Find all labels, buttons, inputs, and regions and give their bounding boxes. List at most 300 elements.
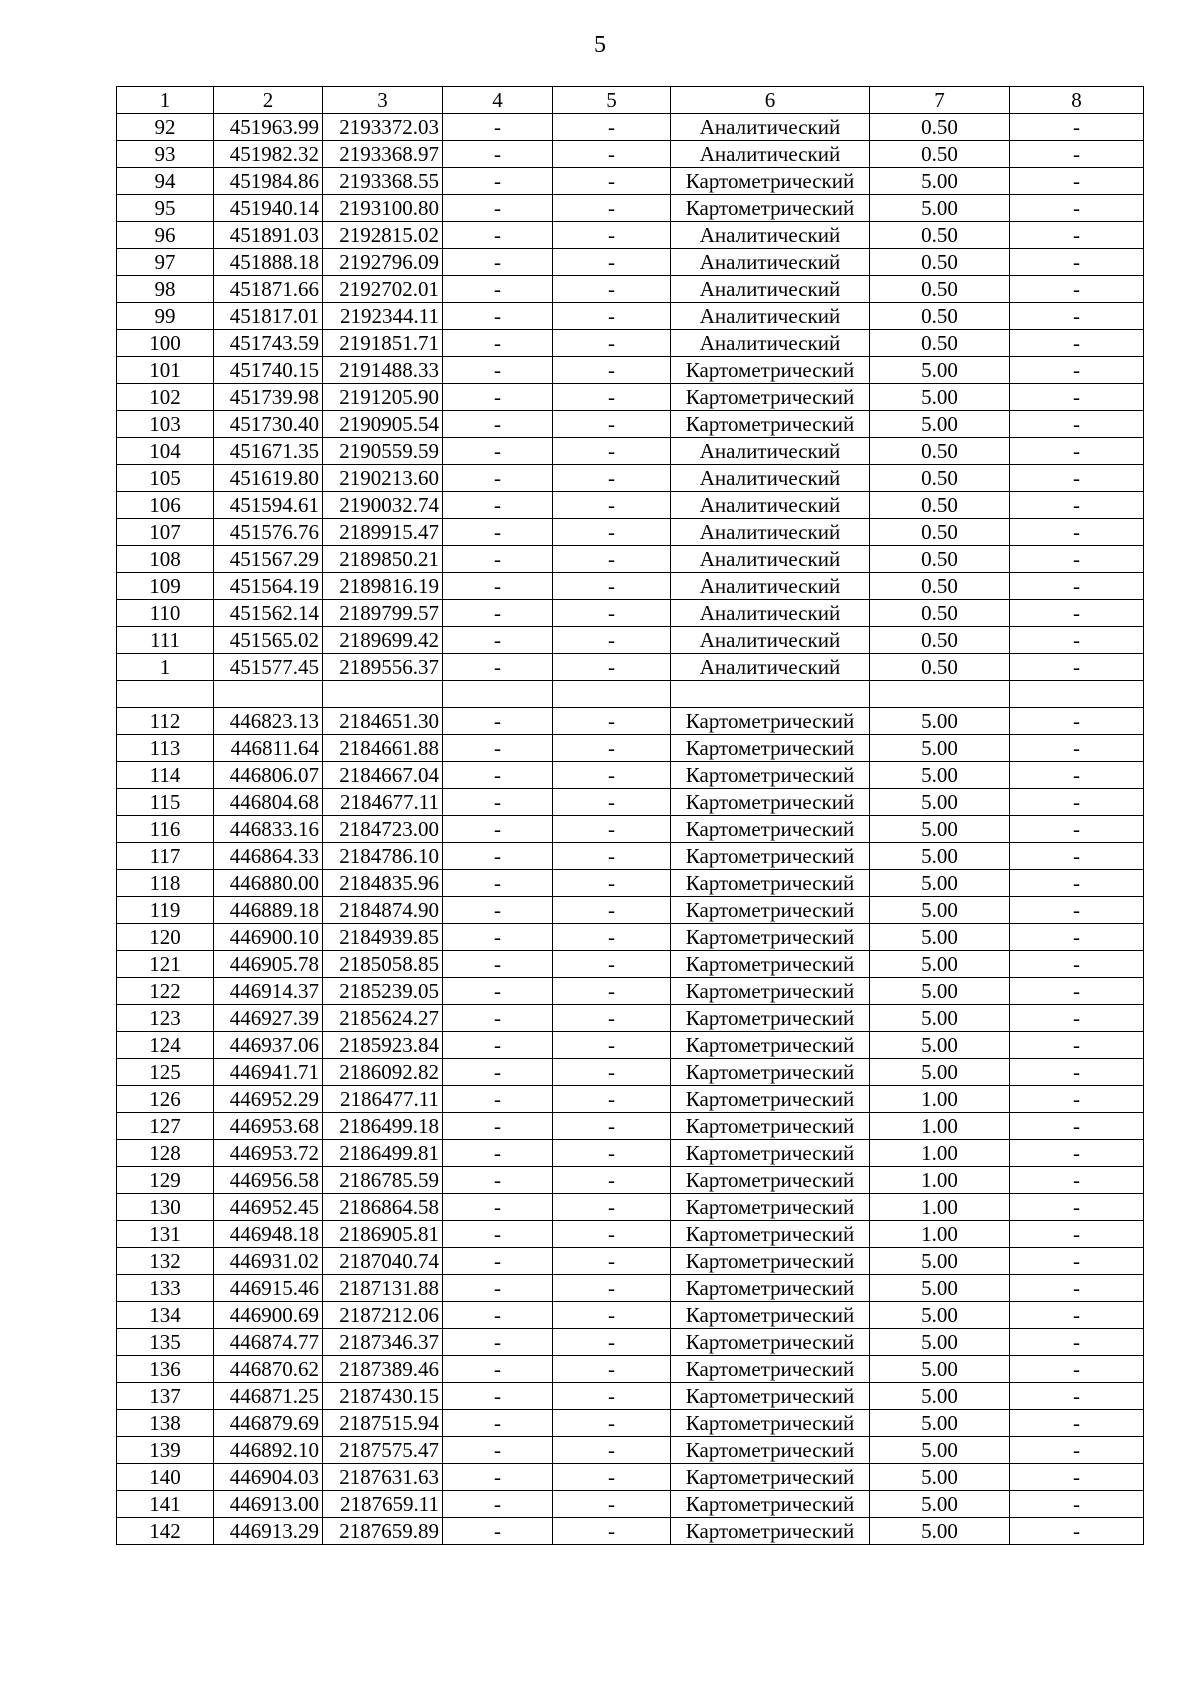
- accuracy-cell: 5.00: [870, 951, 1010, 978]
- col8-cell: -: [1010, 1275, 1144, 1302]
- method-cell: Аналитический: [671, 519, 870, 546]
- point-number-cell: 125: [117, 1059, 214, 1086]
- col4-cell: -: [443, 1059, 553, 1086]
- method-cell: Картометрический: [671, 1410, 870, 1437]
- table-header-row: [117, 87, 1144, 114]
- method-cell: Картометрический: [671, 897, 870, 924]
- method-cell: Картометрический: [671, 1221, 870, 1248]
- y-coordinate-cell: 2187346.37: [323, 1329, 443, 1356]
- x-coordinate-cell: 446806.07: [214, 762, 323, 789]
- method-cell: Картометрический: [671, 978, 870, 1005]
- col5-cell: -: [553, 384, 671, 411]
- point-number-cell: 106: [117, 492, 214, 519]
- table-row: [117, 1518, 1144, 1545]
- col8-cell: -: [1010, 843, 1144, 870]
- method-cell: Картометрический: [671, 1329, 870, 1356]
- table-row: [117, 735, 1144, 762]
- x-coordinate-cell: 451730.40: [214, 411, 323, 438]
- col8-cell: -: [1010, 600, 1144, 627]
- y-coordinate-cell: 2186477.11: [323, 1086, 443, 1113]
- col8-cell: -: [1010, 1410, 1144, 1437]
- col5-cell: -: [553, 1086, 671, 1113]
- x-coordinate-cell: 451576.76: [214, 519, 323, 546]
- col5-cell: -: [553, 843, 671, 870]
- table-row: [117, 1329, 1144, 1356]
- method-cell: Аналитический: [671, 222, 870, 249]
- col5-cell: -: [553, 789, 671, 816]
- y-coordinate-cell: 2187631.63: [323, 1464, 443, 1491]
- col5-cell: -: [553, 276, 671, 303]
- point-number-cell: 138: [117, 1410, 214, 1437]
- table-row: [117, 357, 1144, 384]
- accuracy-cell: 1.00: [870, 1140, 1010, 1167]
- method-cell: Картометрический: [671, 168, 870, 195]
- y-coordinate-cell: 2192815.02: [323, 222, 443, 249]
- col5-cell: -: [553, 1167, 671, 1194]
- point-number-cell: 108: [117, 546, 214, 573]
- method-cell: Картометрический: [671, 708, 870, 735]
- col4-cell: -: [443, 1329, 553, 1356]
- method-cell: Картометрический: [671, 1140, 870, 1167]
- y-coordinate-cell: 2187212.06: [323, 1302, 443, 1329]
- x-coordinate-cell: 451565.02: [214, 627, 323, 654]
- y-coordinate-cell: 2184939.85: [323, 924, 443, 951]
- col4-cell: -: [443, 870, 553, 897]
- method-cell: Аналитический: [671, 249, 870, 276]
- method-cell: Картометрический: [671, 843, 870, 870]
- point-number-cell: 105: [117, 465, 214, 492]
- method-cell: Аналитический: [671, 492, 870, 519]
- table-row: [117, 276, 1144, 303]
- x-coordinate-cell: 451982.32: [214, 141, 323, 168]
- y-coordinate-cell: 2191851.71: [323, 330, 443, 357]
- col8-cell: -: [1010, 195, 1144, 222]
- method-cell: Картометрический: [671, 1248, 870, 1275]
- point-number-cell: 115: [117, 789, 214, 816]
- col8-cell: -: [1010, 708, 1144, 735]
- method-cell: Картометрический: [671, 1356, 870, 1383]
- x-coordinate-cell: 446913.00: [214, 1491, 323, 1518]
- y-coordinate-cell: 2189799.57: [323, 600, 443, 627]
- col4-cell: -: [443, 519, 553, 546]
- col4-cell: -: [443, 1410, 553, 1437]
- accuracy-cell: 0.50: [870, 573, 1010, 600]
- col4-cell: -: [443, 897, 553, 924]
- x-coordinate-cell: 451891.03: [214, 222, 323, 249]
- method-cell: Аналитический: [671, 600, 870, 627]
- method-cell: Картометрический: [671, 762, 870, 789]
- x-coordinate-cell: 446914.37: [214, 978, 323, 1005]
- col5-cell: -: [553, 546, 671, 573]
- x-coordinate-cell: 446880.00: [214, 870, 323, 897]
- col8-cell: -: [1010, 762, 1144, 789]
- method-cell: Картометрический: [671, 1383, 870, 1410]
- col8-cell: -: [1010, 870, 1144, 897]
- accuracy-cell: 5.00: [870, 1356, 1010, 1383]
- x-coordinate-cell: 446870.62: [214, 1356, 323, 1383]
- accuracy-cell: 5.00: [870, 1275, 1010, 1302]
- col5-cell: -: [553, 1221, 671, 1248]
- point-number-cell: 1: [117, 654, 214, 681]
- x-coordinate-cell: 446953.68: [214, 1113, 323, 1140]
- accuracy-cell: 5.00: [870, 1410, 1010, 1437]
- col5-cell: -: [553, 492, 671, 519]
- table-row: [117, 168, 1144, 195]
- col4-cell: -: [443, 222, 553, 249]
- col4-cell: -: [443, 654, 553, 681]
- method-cell: Аналитический: [671, 654, 870, 681]
- point-number-cell: 116: [117, 816, 214, 843]
- point-number-cell: 96: [117, 222, 214, 249]
- x-coordinate-cell: 451871.66: [214, 276, 323, 303]
- col4-cell: -: [443, 114, 553, 141]
- y-coordinate-cell: 2187131.88: [323, 1275, 443, 1302]
- col8-cell: -: [1010, 1113, 1144, 1140]
- col4-cell: -: [443, 1302, 553, 1329]
- col8-cell: -: [1010, 1086, 1144, 1113]
- accuracy-cell: 5.00: [870, 762, 1010, 789]
- accuracy-cell: 1.00: [870, 1113, 1010, 1140]
- point-number-cell: 127: [117, 1113, 214, 1140]
- accuracy-cell: 5.00: [870, 1329, 1010, 1356]
- col5-cell: -: [553, 816, 671, 843]
- col8-cell: -: [1010, 654, 1144, 681]
- point-number-cell: 114: [117, 762, 214, 789]
- x-coordinate-cell: 451567.29: [214, 546, 323, 573]
- table-row: [117, 1032, 1144, 1059]
- y-coordinate-cell: 2189556.37: [323, 654, 443, 681]
- col8-cell: -: [1010, 1383, 1144, 1410]
- col8-cell: -: [1010, 1302, 1144, 1329]
- x-coordinate-cell: 446900.69: [214, 1302, 323, 1329]
- col4-cell: [443, 681, 553, 708]
- y-coordinate-cell: 2187389.46: [323, 1356, 443, 1383]
- col8-cell: -: [1010, 1167, 1144, 1194]
- col4-cell: -: [443, 573, 553, 600]
- accuracy-cell: 5.00: [870, 1059, 1010, 1086]
- y-coordinate-cell: 2184667.04: [323, 762, 443, 789]
- table-row: [117, 681, 1144, 708]
- table-row: [117, 330, 1144, 357]
- col4-cell: -: [443, 384, 553, 411]
- method-cell: Картометрический: [671, 870, 870, 897]
- col5-cell: -: [553, 465, 671, 492]
- accuracy-cell: 5.00: [870, 1518, 1010, 1545]
- column-header: 8: [1010, 87, 1144, 114]
- method-cell: Картометрический: [671, 951, 870, 978]
- y-coordinate-cell: 2193368.97: [323, 141, 443, 168]
- table-row: [117, 1086, 1144, 1113]
- method-cell: Аналитический: [671, 114, 870, 141]
- point-number-cell: 99: [117, 303, 214, 330]
- point-number-cell: 117: [117, 843, 214, 870]
- col5-cell: -: [553, 222, 671, 249]
- col8-cell: -: [1010, 438, 1144, 465]
- accuracy-cell: 5.00: [870, 384, 1010, 411]
- y-coordinate-cell: 2189850.21: [323, 546, 443, 573]
- y-coordinate-cell: [323, 681, 443, 708]
- col8-cell: -: [1010, 168, 1144, 195]
- accuracy-cell: 5.00: [870, 870, 1010, 897]
- method-cell: Картометрический: [671, 1086, 870, 1113]
- point-number-cell: 101: [117, 357, 214, 384]
- accuracy-cell: 5.00: [870, 1383, 1010, 1410]
- x-coordinate-cell: 451817.01: [214, 303, 323, 330]
- x-coordinate-cell: 451619.80: [214, 465, 323, 492]
- y-coordinate-cell: 2186499.81: [323, 1140, 443, 1167]
- col4-cell: -: [443, 195, 553, 222]
- table-row: [117, 1437, 1144, 1464]
- col5-cell: -: [553, 438, 671, 465]
- table-row: [117, 897, 1144, 924]
- col8-cell: -: [1010, 546, 1144, 573]
- point-number-cell: 94: [117, 168, 214, 195]
- y-coordinate-cell: 2190032.74: [323, 492, 443, 519]
- col5-cell: -: [553, 1140, 671, 1167]
- x-coordinate-cell: 446804.68: [214, 789, 323, 816]
- method-cell: Картометрический: [671, 411, 870, 438]
- point-number-cell: 109: [117, 573, 214, 600]
- x-coordinate-cell: 451940.14: [214, 195, 323, 222]
- col5-cell: -: [553, 1302, 671, 1329]
- col8-cell: -: [1010, 141, 1144, 168]
- col4-cell: -: [443, 735, 553, 762]
- table-row: [117, 519, 1144, 546]
- point-number-cell: 136: [117, 1356, 214, 1383]
- accuracy-cell: 5.00: [870, 924, 1010, 951]
- col8-cell: -: [1010, 492, 1144, 519]
- point-number-cell: 123: [117, 1005, 214, 1032]
- col4-cell: -: [443, 438, 553, 465]
- col4-cell: -: [443, 762, 553, 789]
- col8-cell: -: [1010, 1248, 1144, 1275]
- table-row: [117, 708, 1144, 735]
- point-number-cell: [117, 681, 214, 708]
- table-row: [117, 1491, 1144, 1518]
- x-coordinate-cell: 446952.45: [214, 1194, 323, 1221]
- col5-cell: -: [553, 735, 671, 762]
- x-coordinate-cell: 446948.18: [214, 1221, 323, 1248]
- col5-cell: -: [553, 195, 671, 222]
- col5-cell: -: [553, 411, 671, 438]
- table-row: [117, 600, 1144, 627]
- accuracy-cell: 0.50: [870, 627, 1010, 654]
- x-coordinate-cell: 446823.13: [214, 708, 323, 735]
- table-row: [117, 1248, 1144, 1275]
- col8-cell: -: [1010, 816, 1144, 843]
- col8-cell: -: [1010, 1356, 1144, 1383]
- table-row: [117, 1221, 1144, 1248]
- col5-cell: -: [553, 573, 671, 600]
- y-coordinate-cell: 2193100.80: [323, 195, 443, 222]
- col4-cell: -: [443, 1194, 553, 1221]
- accuracy-cell: 5.00: [870, 1005, 1010, 1032]
- col4-cell: -: [443, 465, 553, 492]
- col5-cell: -: [553, 1059, 671, 1086]
- col4-cell: -: [443, 1032, 553, 1059]
- accuracy-cell: 5.00: [870, 1032, 1010, 1059]
- column-header: 3: [323, 87, 443, 114]
- col4-cell: -: [443, 843, 553, 870]
- accuracy-cell: 0.50: [870, 249, 1010, 276]
- method-cell: Аналитический: [671, 546, 870, 573]
- x-coordinate-cell: 446931.02: [214, 1248, 323, 1275]
- accuracy-cell: 0.50: [870, 600, 1010, 627]
- point-number-cell: 137: [117, 1383, 214, 1410]
- accuracy-cell: 5.00: [870, 411, 1010, 438]
- x-coordinate-cell: 446811.64: [214, 735, 323, 762]
- y-coordinate-cell: 2193372.03: [323, 114, 443, 141]
- accuracy-cell: 5.00: [870, 843, 1010, 870]
- method-cell: Аналитический: [671, 276, 870, 303]
- y-coordinate-cell: 2191205.90: [323, 384, 443, 411]
- col5-cell: -: [553, 1356, 671, 1383]
- x-coordinate-cell: 446956.58: [214, 1167, 323, 1194]
- col5-cell: -: [553, 1248, 671, 1275]
- method-cell: Картометрический: [671, 1194, 870, 1221]
- accuracy-cell: 5.00: [870, 897, 1010, 924]
- method-cell: Аналитический: [671, 141, 870, 168]
- y-coordinate-cell: 2187659.89: [323, 1518, 443, 1545]
- point-number-cell: 111: [117, 627, 214, 654]
- col4-cell: -: [443, 276, 553, 303]
- col5-cell: [553, 681, 671, 708]
- y-coordinate-cell: 2193368.55: [323, 168, 443, 195]
- y-coordinate-cell: 2192702.01: [323, 276, 443, 303]
- col8-cell: -: [1010, 1059, 1144, 1086]
- point-number-cell: 120: [117, 924, 214, 951]
- y-coordinate-cell: 2185923.84: [323, 1032, 443, 1059]
- col5-cell: -: [553, 1005, 671, 1032]
- col4-cell: -: [443, 1167, 553, 1194]
- method-cell: Аналитический: [671, 303, 870, 330]
- y-coordinate-cell: 2184835.96: [323, 870, 443, 897]
- col4-cell: -: [443, 789, 553, 816]
- point-number-cell: 100: [117, 330, 214, 357]
- table-row: [117, 222, 1144, 249]
- col5-cell: -: [553, 1410, 671, 1437]
- accuracy-cell: 1.00: [870, 1086, 1010, 1113]
- accuracy-cell: 5.00: [870, 708, 1010, 735]
- table-row: [117, 870, 1144, 897]
- accuracy-cell: 5.00: [870, 1437, 1010, 1464]
- point-number-cell: 103: [117, 411, 214, 438]
- x-coordinate-cell: 451743.59: [214, 330, 323, 357]
- y-coordinate-cell: 2184874.90: [323, 897, 443, 924]
- col4-cell: -: [443, 492, 553, 519]
- y-coordinate-cell: 2192796.09: [323, 249, 443, 276]
- col4-cell: -: [443, 303, 553, 330]
- col4-cell: -: [443, 951, 553, 978]
- method-cell: Картометрический: [671, 1491, 870, 1518]
- col8-cell: -: [1010, 573, 1144, 600]
- table-row: [117, 546, 1144, 573]
- point-number-cell: 122: [117, 978, 214, 1005]
- accuracy-cell: 0.50: [870, 465, 1010, 492]
- table-row: [117, 438, 1144, 465]
- column-header: 6: [671, 87, 870, 114]
- col5-cell: -: [553, 1491, 671, 1518]
- col4-cell: -: [443, 1113, 553, 1140]
- accuracy-cell: 5.00: [870, 168, 1010, 195]
- col5-cell: -: [553, 249, 671, 276]
- col8-cell: -: [1010, 384, 1144, 411]
- method-cell: Аналитический: [671, 465, 870, 492]
- col5-cell: -: [553, 303, 671, 330]
- table-row: [117, 1410, 1144, 1437]
- col4-cell: -: [443, 1005, 553, 1032]
- point-number-cell: 124: [117, 1032, 214, 1059]
- table-body: [117, 114, 1144, 1545]
- y-coordinate-cell: 2187515.94: [323, 1410, 443, 1437]
- point-number-cell: 107: [117, 519, 214, 546]
- method-cell: Картометрический: [671, 816, 870, 843]
- x-coordinate-cell: 446913.29: [214, 1518, 323, 1545]
- point-number-cell: 119: [117, 897, 214, 924]
- table-row: [117, 492, 1144, 519]
- y-coordinate-cell: 2186499.18: [323, 1113, 443, 1140]
- col8-cell: -: [1010, 627, 1144, 654]
- point-number-cell: 112: [117, 708, 214, 735]
- col4-cell: -: [443, 1086, 553, 1113]
- col8-cell: -: [1010, 276, 1144, 303]
- col8-cell: -: [1010, 114, 1144, 141]
- table-row: [117, 1059, 1144, 1086]
- col5-cell: -: [553, 141, 671, 168]
- accuracy-cell: 0.50: [870, 546, 1010, 573]
- y-coordinate-cell: 2186785.59: [323, 1167, 443, 1194]
- method-cell: [671, 681, 870, 708]
- y-coordinate-cell: 2189816.19: [323, 573, 443, 600]
- table-row: [117, 951, 1144, 978]
- point-number-cell: 129: [117, 1167, 214, 1194]
- column-header: 1: [117, 87, 214, 114]
- col8-cell: -: [1010, 924, 1144, 951]
- col5-cell: -: [553, 1464, 671, 1491]
- col4-cell: -: [443, 1491, 553, 1518]
- col4-cell: -: [443, 330, 553, 357]
- x-coordinate-cell: 446904.03: [214, 1464, 323, 1491]
- col4-cell: -: [443, 168, 553, 195]
- col8-cell: -: [1010, 411, 1144, 438]
- accuracy-cell: 5.00: [870, 1302, 1010, 1329]
- col5-cell: -: [553, 1437, 671, 1464]
- coordinates-table: [116, 86, 1144, 1545]
- method-cell: Аналитический: [671, 438, 870, 465]
- x-coordinate-cell: 446941.71: [214, 1059, 323, 1086]
- col4-cell: -: [443, 1518, 553, 1545]
- y-coordinate-cell: 2190559.59: [323, 438, 443, 465]
- col4-cell: -: [443, 1140, 553, 1167]
- accuracy-cell: 5.00: [870, 1464, 1010, 1491]
- x-coordinate-cell: 451963.99: [214, 114, 323, 141]
- point-number-cell: 142: [117, 1518, 214, 1545]
- col5-cell: -: [553, 1518, 671, 1545]
- x-coordinate-cell: 446879.69: [214, 1410, 323, 1437]
- point-number-cell: 97: [117, 249, 214, 276]
- accuracy-cell: 5.00: [870, 816, 1010, 843]
- col5-cell: -: [553, 168, 671, 195]
- accuracy-cell: 1.00: [870, 1194, 1010, 1221]
- col5-cell: -: [553, 762, 671, 789]
- accuracy-cell: 1.00: [870, 1167, 1010, 1194]
- col5-cell: -: [553, 897, 671, 924]
- col4-cell: -: [443, 708, 553, 735]
- table-row: [117, 654, 1144, 681]
- y-coordinate-cell: 2184723.00: [323, 816, 443, 843]
- col4-cell: -: [443, 978, 553, 1005]
- method-cell: Картометрический: [671, 1005, 870, 1032]
